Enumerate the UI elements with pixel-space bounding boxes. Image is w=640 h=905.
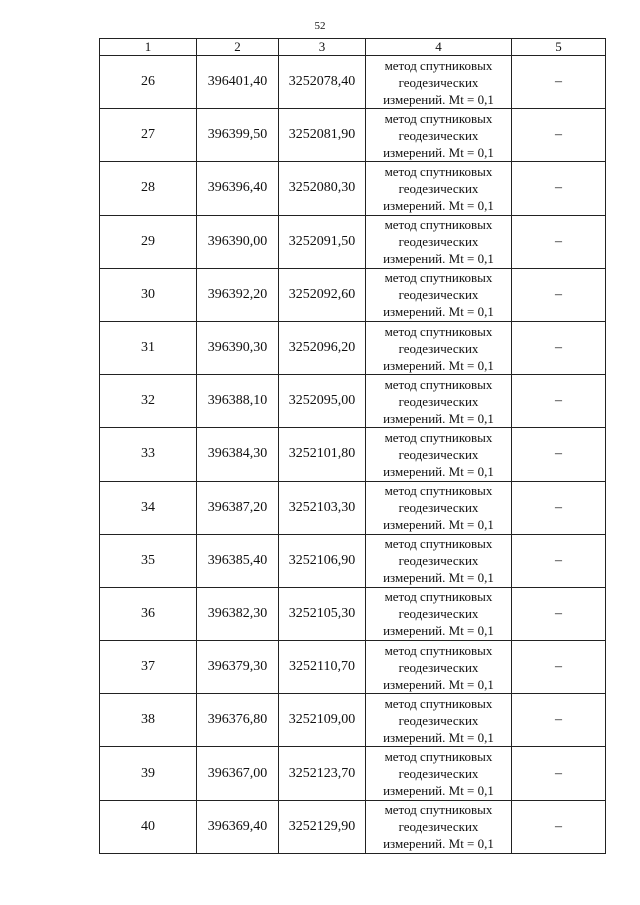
method-cell xyxy=(366,587,512,640)
x-coordinate-cell: 396401,40 xyxy=(197,56,279,109)
method-cell xyxy=(366,109,512,162)
table-row xyxy=(100,800,606,853)
point-number-cell: 30 xyxy=(100,268,197,321)
method-line: метод спутниковых xyxy=(384,642,493,658)
method-cell xyxy=(366,268,512,321)
method-line: геодезических xyxy=(398,393,479,409)
method-line: измерений. Mt = 0,1 xyxy=(383,676,494,692)
method-cell xyxy=(366,56,512,109)
note-cell: – xyxy=(512,428,606,481)
method-line: метод спутниковых xyxy=(384,802,493,818)
method-line: измерений. Mt = 0,1 xyxy=(383,729,494,745)
method-line: измерений. Mt = 0,1 xyxy=(383,463,494,479)
x-coordinate-cell: 396396,40 xyxy=(197,162,279,215)
y-coordinate-cell: 3252110,70 xyxy=(279,641,366,694)
method-line: геодезических xyxy=(398,606,479,622)
table-row xyxy=(100,268,606,321)
point-number-cell: 33 xyxy=(100,428,197,481)
note-cell: – xyxy=(512,747,606,800)
table-body xyxy=(100,56,606,854)
table-row xyxy=(100,56,606,109)
note-cell: – xyxy=(512,694,606,747)
note-cell: – xyxy=(512,321,606,374)
method-line: измерений. Mt = 0,1 xyxy=(383,783,494,799)
table-row xyxy=(100,162,606,215)
method-line: геодезических xyxy=(398,446,479,462)
table-row xyxy=(100,375,606,428)
note-cell: – xyxy=(512,215,606,268)
y-coordinate-cell: 3252123,70 xyxy=(279,747,366,800)
method-line: геодезических xyxy=(398,287,479,303)
y-coordinate-cell: 3252096,20 xyxy=(279,321,366,374)
table-row xyxy=(100,587,606,640)
method-line: геодезических xyxy=(398,766,479,782)
x-coordinate-cell: 396382,30 xyxy=(197,587,279,640)
method-line: метод спутниковых xyxy=(384,429,493,445)
method-line: измерений. Mt = 0,1 xyxy=(383,410,494,426)
method-cell xyxy=(366,428,512,481)
table-row xyxy=(100,694,606,747)
x-coordinate-cell: 396390,00 xyxy=(197,215,279,268)
method-cell xyxy=(366,800,512,853)
method-line: метод спутниковых xyxy=(384,323,493,339)
table-row xyxy=(100,534,606,587)
x-coordinate-cell: 396388,10 xyxy=(197,375,279,428)
x-coordinate-cell: 396399,50 xyxy=(197,109,279,162)
table-row xyxy=(100,641,606,694)
method-line: измерений. Mt = 0,1 xyxy=(383,304,494,320)
header-row xyxy=(100,39,606,56)
table-row xyxy=(100,481,606,534)
y-coordinate-cell: 3252091,50 xyxy=(279,215,366,268)
point-number-cell: 36 xyxy=(100,587,197,640)
method-line: измерений. Mt = 0,1 xyxy=(383,144,494,160)
y-coordinate-cell: 3252106,90 xyxy=(279,534,366,587)
note-cell: – xyxy=(512,375,606,428)
method-cell xyxy=(366,747,512,800)
x-coordinate-cell: 396387,20 xyxy=(197,481,279,534)
method-line: геодезических xyxy=(398,127,479,143)
method-cell xyxy=(366,641,512,694)
x-coordinate-cell: 396376,80 xyxy=(197,694,279,747)
method-line: измерений. Mt = 0,1 xyxy=(383,197,494,213)
method-line: измерений. Mt = 0,1 xyxy=(383,836,494,852)
note-cell: – xyxy=(512,162,606,215)
note-cell: – xyxy=(512,800,606,853)
method-line: метод спутниковых xyxy=(384,376,493,392)
note-cell: – xyxy=(512,268,606,321)
header-col-3: 3 xyxy=(279,39,366,56)
method-line: метод спутниковых xyxy=(384,695,493,711)
method-line: измерений. Mt = 0,1 xyxy=(383,251,494,267)
header-col-2: 2 xyxy=(197,39,279,56)
method-line: метод спутниковых xyxy=(384,749,493,765)
point-number-cell: 38 xyxy=(100,694,197,747)
x-coordinate-cell: 396369,40 xyxy=(197,800,279,853)
point-number-cell: 27 xyxy=(100,109,197,162)
method-line: геодезических xyxy=(398,712,479,728)
method-line: метод спутниковых xyxy=(384,217,493,233)
method-line: метод спутниковых xyxy=(384,536,493,552)
note-cell: – xyxy=(512,56,606,109)
table-row xyxy=(100,321,606,374)
header-col-1: 1 xyxy=(100,39,197,56)
x-coordinate-cell: 396392,20 xyxy=(197,268,279,321)
method-line: геодезических xyxy=(398,500,479,516)
note-cell: – xyxy=(512,481,606,534)
method-line: геодезических xyxy=(398,659,479,675)
x-coordinate-cell: 396379,30 xyxy=(197,641,279,694)
page-number: 52 xyxy=(314,20,326,32)
header-col-5: 5 xyxy=(512,39,606,56)
method-line: измерений. Mt = 0,1 xyxy=(383,91,494,107)
method-line: измерений. Mt = 0,1 xyxy=(383,570,494,586)
table-row xyxy=(100,747,606,800)
point-number-cell: 31 xyxy=(100,321,197,374)
method-cell xyxy=(366,375,512,428)
method-cell xyxy=(366,534,512,587)
point-number-cell: 32 xyxy=(100,375,197,428)
method-line: метод спутниковых xyxy=(384,483,493,499)
point-number-cell: 37 xyxy=(100,641,197,694)
y-coordinate-cell: 3252105,30 xyxy=(279,587,366,640)
method-line: геодезических xyxy=(398,74,479,90)
point-number-cell: 34 xyxy=(100,481,197,534)
x-coordinate-cell: 396385,40 xyxy=(197,534,279,587)
note-cell: – xyxy=(512,587,606,640)
y-coordinate-cell: 3252080,30 xyxy=(279,162,366,215)
method-line: метод спутниковых xyxy=(384,270,493,286)
y-coordinate-cell: 3252095,00 xyxy=(279,375,366,428)
method-cell xyxy=(366,215,512,268)
note-cell: – xyxy=(512,109,606,162)
header-col-4: 4 xyxy=(366,39,512,56)
method-line: геодезических xyxy=(398,340,479,356)
point-number-cell: 28 xyxy=(100,162,197,215)
method-line: геодезических xyxy=(398,234,479,250)
point-number-cell: 29 xyxy=(100,215,197,268)
coordinates-table xyxy=(99,38,606,854)
point-number-cell: 39 xyxy=(100,747,197,800)
y-coordinate-cell: 3252109,00 xyxy=(279,694,366,747)
y-coordinate-cell: 3252078,40 xyxy=(279,56,366,109)
table-row xyxy=(100,428,606,481)
method-cell xyxy=(366,481,512,534)
method-line: метод спутниковых xyxy=(384,163,493,179)
y-coordinate-cell: 3252081,90 xyxy=(279,109,366,162)
x-coordinate-cell: 396384,30 xyxy=(197,428,279,481)
point-number-cell: 35 xyxy=(100,534,197,587)
y-coordinate-cell: 3252092,60 xyxy=(279,268,366,321)
point-number-cell: 26 xyxy=(100,56,197,109)
note-cell: – xyxy=(512,641,606,694)
method-line: метод спутниковых xyxy=(384,57,493,73)
point-number-cell: 40 xyxy=(100,800,197,853)
method-cell xyxy=(366,694,512,747)
method-line: геодезических xyxy=(398,180,479,196)
method-cell xyxy=(366,162,512,215)
x-coordinate-cell: 396390,30 xyxy=(197,321,279,374)
method-line: геодезических xyxy=(398,553,479,569)
table-row xyxy=(100,109,606,162)
y-coordinate-cell: 3252103,30 xyxy=(279,481,366,534)
y-coordinate-cell: 3252101,80 xyxy=(279,428,366,481)
method-line: метод спутниковых xyxy=(384,110,493,126)
method-line: измерений. Mt = 0,1 xyxy=(383,357,494,373)
method-cell xyxy=(366,321,512,374)
x-coordinate-cell: 396367,00 xyxy=(197,747,279,800)
method-line: метод спутниковых xyxy=(384,589,493,605)
note-cell: – xyxy=(512,534,606,587)
y-coordinate-cell: 3252129,90 xyxy=(279,800,366,853)
table-row xyxy=(100,215,606,268)
method-line: измерений. Mt = 0,1 xyxy=(383,517,494,533)
method-line: геодезических xyxy=(398,819,479,835)
method-line: измерений. Mt = 0,1 xyxy=(383,623,494,639)
